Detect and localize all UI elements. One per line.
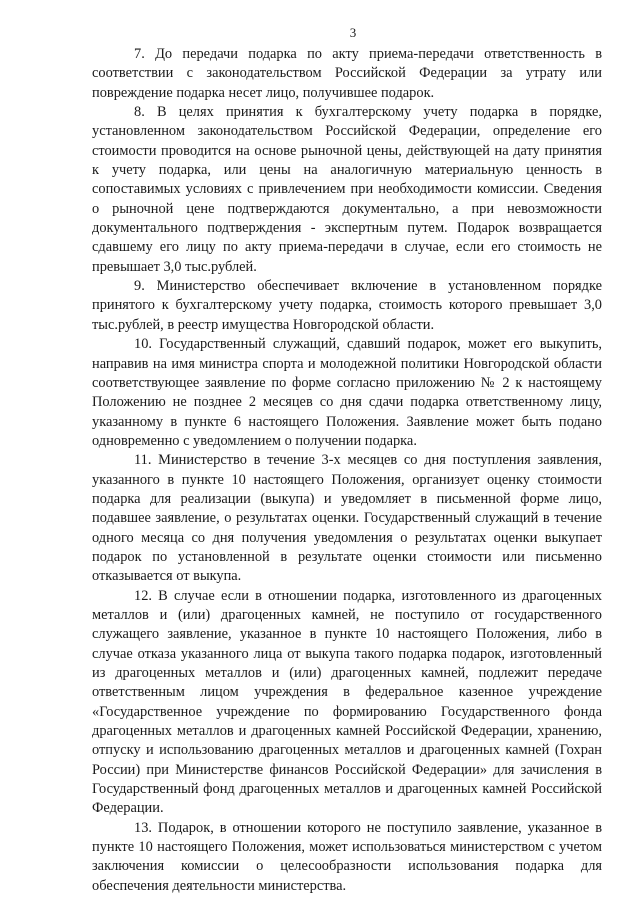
paragraph-8: 8. В целях принятия к бухгалтерскому учету подарка в порядке, установленном законодательством Российской Федерации, определение его стоимости проводится на основе рыночной цены, действующей на дату принятия к учету подарка, или цены на аналогичную материальную ценность в сопоставимых условиях с привлечением при необходимости комиссии. Сведения о рыночной цене подтверждаются документально, а при невозможности документального подтверждения - экспертным путем. Подарок возвращается сдавшему его лицу по акту приема-передачи в случае, если его стоимость не превышает 3,0 тыс.рублей. bbox=[92, 104, 602, 275]
paragraph-11: 11. Министерство в течение 3-х месяцев со дня поступления заявления, указанного в пункте 10 настоящего Положения, организует оценку стоимости подарка для реализации (выкупа) и уведомляет в письменной форме лицо, подавшее заявление, о результатах оценки. Государственный служащий в течение одного месяца со дня получения уведомления о результатах оценки выкупает подарок по установленной в результате оценки стоимости или письменно отказывается от выкупа. bbox=[92, 452, 602, 585]
paragraph-12: 12. В случае если в отношении подарка, изготовленного из драгоценных металлов и (или) драгоценных камней, не поступило от государственного служащего заявление, указанное в пункте 10 настоящего Положения, либо в случае отказа указанного лица от выкупа такого подарка подарок, изготовленный из драгоценных металлов и (или) драгоценных камней, подлежит передаче ответственным лицом учреждения в федеральное казенное учреждение «Государственное учреждение по формированию Государственного фонда драгоценных металлов и драгоценных камней Российской Федерации, хранению, отпуску и использованию драгоценных металлов и драгоценных камней (Гохран России) при Министерстве финансов Российской Федерации» для зачисления в Государственный фонд драгоценных металлов и драгоценных камней Российской Федерации. bbox=[92, 587, 602, 817]
paragraph-10: 10. Государственный служащий, сдавший подарок, может его выкупить, направив на имя министра спорта и молодежной политики Новгородской области соответствующее заявление по форме согласно приложению № 2 к настоящему Положению не позднее 2 месяцев со дня сдачи подарка ответственному лицу, указанному в пункте 6 настоящего Положения. Заявление может быть подано одновременно с уведомлением о получении подарка. bbox=[92, 336, 602, 449]
page-number: 3 bbox=[349, 25, 357, 40]
paragraph-7: 7. До передачи подарка по акту приема-передачи ответственность в соответствии с законодательством Российской Федерации за утрату или повреждение подарка несет лицо, получившее подарок. bbox=[92, 46, 602, 101]
paragraph-13: 13. Подарок, в отношении которого не поступило заявление, указанное в пункте 10 настоящего Положения, может использоваться министерством с учетом заключения комиссии о целесообразности использования подарка для обеспечения деятельности министерства. bbox=[92, 819, 602, 894]
paragraph-9: 9. Министерство обеспечивает включение в установленном порядке принятого к бухгалтерскому учету подарка, стоимость которого превышает 3,0 тыс.рублей, в реестр имущества Новгородской области. bbox=[92, 278, 602, 333]
